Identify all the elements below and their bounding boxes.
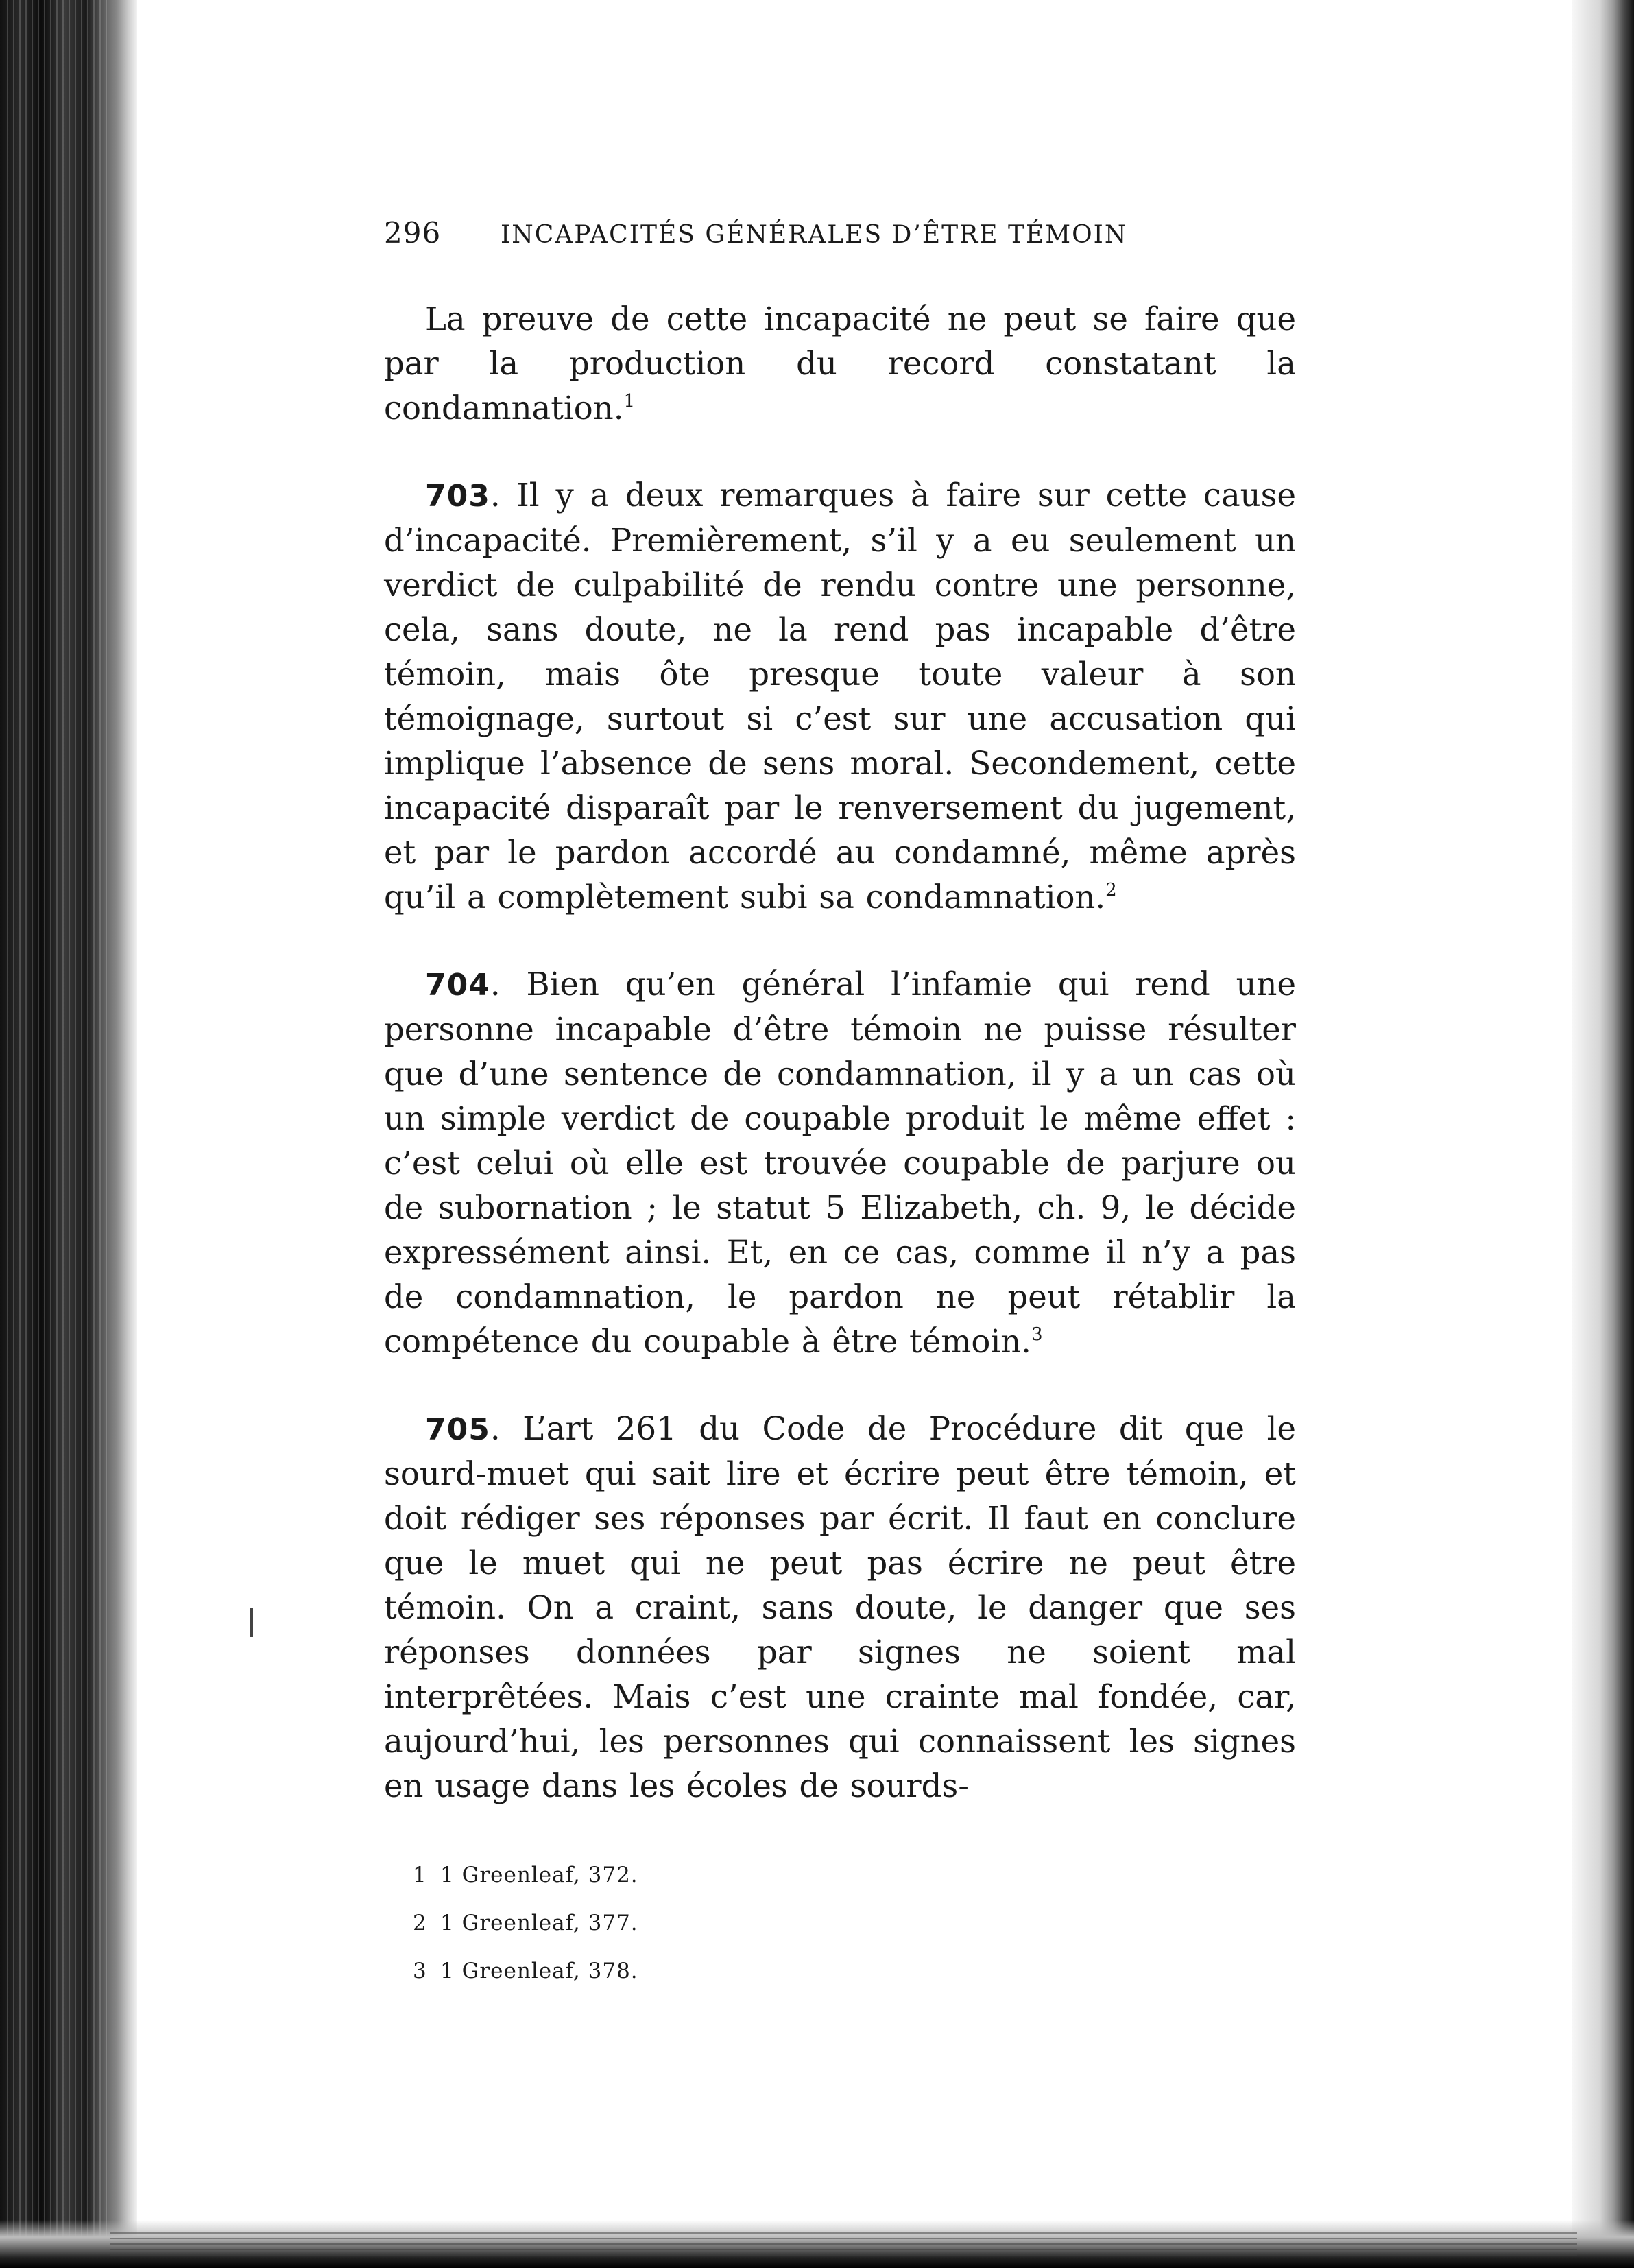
running-header bbox=[384, 216, 1296, 257]
footnote bbox=[384, 1947, 1296, 1995]
bottom-page-edge bbox=[0, 2220, 1634, 2268]
paragraph-text: . Il y a deux remarques à faire sur cette cause d’incapacité. Premièrement, s’il y a eu seulement un verdict de culpabilité de rendu contre une personne, cela, sans doute, ne la rend pas incapable d’être témoin, mais ôte presque toute valeur à son témoignage, surtout si c’est sur une accusation qui implique l’absence de sens moral. Secondement, cette incapacité disparaît par le renversement du jugement, et par le pardon accordé au condamné, même après qu’il a complètement subi sa condamnation. bbox=[384, 477, 1296, 916]
paragraph-705 bbox=[384, 1407, 1296, 1809]
footnote bbox=[384, 1851, 1296, 1899]
scan-artifact bbox=[250, 1608, 253, 1637]
paragraph-number: 704 bbox=[425, 968, 490, 1003]
footnote-ref: 3 bbox=[1031, 1324, 1043, 1345]
footnote-mark: 3 bbox=[413, 1959, 427, 1983]
running-title: INCAPACITÉS GÉNÉRALES D’ÊTRE TÉMOIN bbox=[501, 221, 1128, 249]
footnote-ref: 1 bbox=[623, 391, 636, 411]
paragraph-number: 703 bbox=[425, 479, 490, 514]
page-number: 296 bbox=[384, 216, 442, 250]
paragraph-number: 705 bbox=[425, 1412, 490, 1447]
footnote-mark: 2 bbox=[413, 1911, 427, 1935]
paragraph-704 bbox=[384, 962, 1296, 1364]
paragraph-text: . L’art 261 du Code de Procédure dit que le sourd-muet qui sait lire et écrire peut être témoin, et doit rédiger ses réponses par écrit. Il faut en conclure que le muet qui ne peut pas écrire ne peut être témoin. On a craint, sans doute, le danger que ses réponses données par signes ne soient mal interprêtées. Mais c’est une crainte mal fondée, car, aujourd’hui, les personnes qui connaissent les signes en usage dans les écoles de sourds- bbox=[384, 1410, 1296, 1804]
bottom-stack-lines bbox=[110, 2232, 1577, 2260]
paragraph-text: . Bien qu’en général l’infamie qui rend une personne incapable d’être témoin ne puisse résulter que d’une sentence de condamnation, il y a un cas où un simple verdict de coupable produit le même effet : c’est celui où elle est trouvée coupable de parjure ou de subornation ; le statut 5 Elizabeth, ch. 9, le décide expressément ainsi. Et, en ce cas, comme il n’y a pas de condamnation, le pardon ne peut rétablir la compétence du coupable à être témoin. bbox=[384, 966, 1296, 1360]
footnotes bbox=[384, 1851, 1296, 1995]
book-page bbox=[384, 216, 1296, 1995]
paragraph-intro bbox=[384, 297, 1296, 431]
book-spine-edge bbox=[0, 0, 137, 2268]
paragraph-text: La preuve de cette incapacité ne peut se faire que par la production du record constatant la condamnation. bbox=[384, 300, 1296, 427]
paragraph-703 bbox=[384, 473, 1296, 920]
footnote-text: 1 Greenleaf, 372. bbox=[440, 1863, 638, 1887]
footnote-mark: 1 bbox=[413, 1863, 427, 1887]
footnote-text: 1 Greenleaf, 377. bbox=[440, 1911, 638, 1935]
footnote-text: 1 Greenleaf, 378. bbox=[440, 1959, 638, 1983]
footnote bbox=[384, 1899, 1296, 1947]
footnote-ref: 2 bbox=[1105, 880, 1117, 900]
page-stack-lines bbox=[7, 0, 110, 2268]
right-page-edge bbox=[1572, 0, 1634, 2268]
